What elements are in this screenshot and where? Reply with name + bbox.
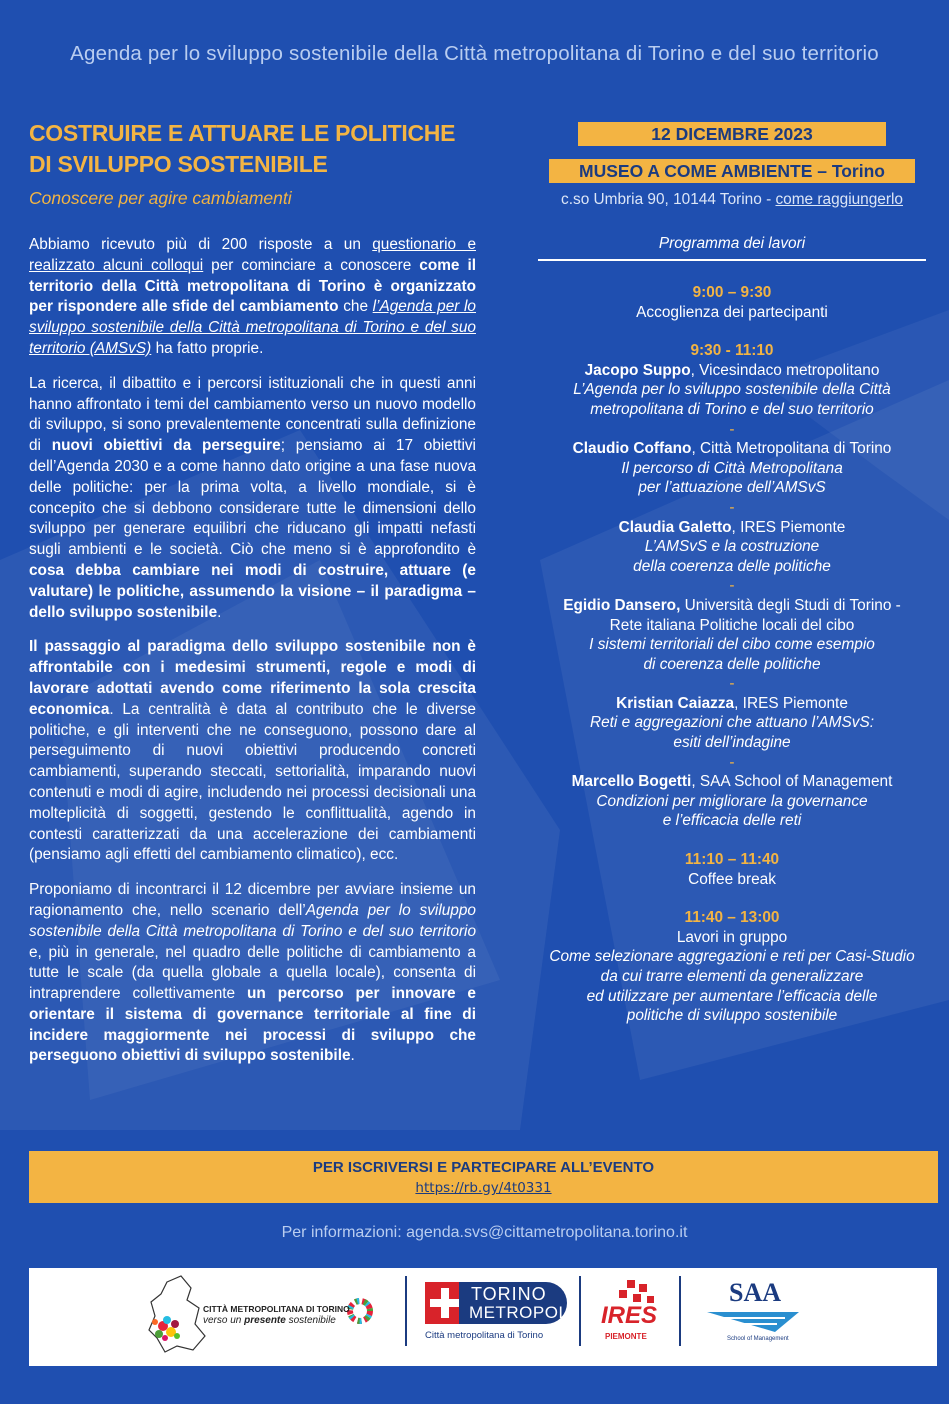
saa-logo	[705, 1278, 805, 1352]
talk-title: di coerenza delle politiche	[643, 655, 821, 673]
registration-title: PER ISCRIVERSI E PARTECIPARE ALL’EVENTO	[312, 1159, 655, 1176]
slot-description: ed utilizzare per aumentare l’efficacia delle	[586, 987, 878, 1005]
sdg-wheel-icon	[347, 1298, 373, 1324]
text: Abbiamo ricevuto più di 200 risposte a un	[29, 236, 373, 253]
talk-title: e l’efficacia delle reti	[662, 812, 802, 830]
slot-text: Lavori in gruppo	[676, 928, 788, 946]
slot-time: 9:30 - 11:10	[690, 342, 774, 360]
italic-text: Agenda per lo sviluppo sostenibile della Città metropolitana di Torino e del suo territorio	[29, 901, 476, 940]
talk-title: metropolitana di Torino e del suo territorio	[590, 400, 874, 418]
talk-title: L’Agenda per lo sviluppo sostenibile della Città	[573, 381, 891, 399]
text: verso un	[203, 1315, 245, 1326]
ires-piemonte-logo	[599, 1280, 659, 1348]
torino-metropoli-logo	[425, 1282, 574, 1350]
speaker	[538, 596, 926, 616]
paradigm-paragraph	[29, 637, 476, 866]
separator-dash: -	[729, 675, 735, 693]
bold-text: Il passaggio al paradigma dello sviluppo sostenibile non è affrontabile con i medesimi strumenti, regole e modi di lavorare adottati avendo come riferimento la sola crescita economica	[29, 638, 476, 718]
speaker-name: Kristian Caiazza	[616, 694, 735, 712]
speaker	[538, 694, 926, 714]
speaker-role: , IRES Piemonte	[734, 694, 848, 712]
subtitle: Conoscere per agire cambiamenti	[29, 188, 292, 208]
bold-text: come il territorio della Città metropolitana di Torino è organizzato per rispondere alle sfide del cambiamento	[29, 256, 477, 316]
slot-description: politiche di sviluppo sostenibile	[626, 1007, 838, 1025]
speaker-role: Università degli Studi di Torino -	[680, 596, 901, 614]
contact-info: Per informazioni: agenda.svs@cittametropolitana.torino.it	[281, 1224, 688, 1241]
program-divider	[538, 259, 926, 261]
talk-title: Condizioni per migliorare la governance	[596, 792, 868, 810]
text: ; pensiamo ai 17 obiettivi dell’Agenda 2030 e a come hanno dato origine a una fase nuova delle politiche: per la prima volta, a livello mondiale, si è concepito che si debbono considerare tutte le dimensioni dello sviluppo per generare equilibri che riducano gli impatti nefasti sugli ambienti e le società. Ciò che meno si è approfondito è	[29, 437, 476, 559]
main-title-line: COSTRUIRE E ATTUARE LE POLITICHE	[29, 120, 456, 146]
logo-separator	[679, 1276, 681, 1346]
event-venue: MUSEO A COME AMBIENTE – Torino	[549, 159, 915, 183]
bold-text: presente	[244, 1315, 286, 1326]
registration-banner	[29, 1151, 938, 1203]
text: Proponiamo di incontrarci il 12 dicembre per avviare insieme un ragionamento che, nello scenario dell’	[29, 881, 476, 919]
talk-title: per l’attuazione dell’AMSvS	[638, 479, 826, 497]
page-header-title: Agenda per lo sviluppo sostenibile della Città metropolitana di Torino e del suo territorio	[70, 42, 879, 65]
talk-title: L’AMSvS e la costruzione	[644, 538, 820, 556]
schedule	[538, 283, 926, 1026]
speaker-name: Jacopo Suppo	[584, 361, 691, 379]
speaker-name: Egidio Dansero,	[563, 596, 681, 614]
text: che	[338, 298, 373, 316]
speaker	[538, 439, 926, 459]
talk-title: della coerenza delle politiche	[633, 557, 831, 575]
ires-text: IRES	[601, 1302, 658, 1329]
slot-text: Coffee break	[688, 870, 776, 888]
event-date: 12 DICEMBRE 2023	[578, 122, 886, 146]
metropoli-text: METROPOLI	[469, 1303, 574, 1322]
slot-time: 9:00 – 9:30	[692, 284, 772, 301]
bold-text: nuovi obiettivi da perseguire	[51, 437, 281, 455]
cm-logo-line2	[203, 1315, 336, 1326]
address-text: c.so Umbria 90, 10144 Torino -	[561, 191, 776, 208]
saa-subtitle: School of Management	[727, 1336, 789, 1342]
registration-link[interactable]: https://rb.gy/4t0331	[415, 1180, 552, 1196]
logo-bar	[29, 1268, 937, 1366]
separator-dash: -	[729, 420, 735, 438]
text: . La centralità è data al contributo che le diverse politiche, e gli interventi che ne conseguono, possono dare al perseguimento di nuovi obiettivi producendo concreti cambiamenti, superando steccati, settorialità, imparando nuovi contenuti e modi di agire, includendo nei processi decisionali una molteplicità di soggetti, gestendo le conflittualità, agendo in contesti caratterizzati da una accelerazione dei cambiamenti (pensiamo agli effetti del cambiamento climatico), ecc.	[29, 700, 476, 864]
speaker-role: , Vicesindaco metropolitano	[690, 361, 880, 379]
cm-logo-line1: CITTÀ METROPOLITANA DI TORINO	[203, 1304, 350, 1314]
speaker	[538, 772, 926, 792]
slot-time: 11:10 – 11:40	[684, 851, 780, 869]
speaker	[538, 361, 926, 381]
talk-title: Il percorso di Città Metropolitana	[621, 459, 843, 477]
left-column	[29, 118, 476, 1067]
speaker-name: Claudio Coffano	[572, 440, 692, 458]
bold-text: cosa debba cambiare nei modi di costruire, attuare (e valutare) le politiche, assumendo la visione – il paradigma – dello sviluppo sostenibile	[29, 561, 476, 621]
talk-title: I sistemi territoriali del cibo come esempio	[589, 636, 875, 654]
saa-text: SAA	[729, 1278, 782, 1307]
bold-text: un percorso per innovare e orientare il sistema di governance territoriale al fine di incidere maggiormente nei processi di sviluppo che perseguono obiettivi di sviluppo sostenibile	[29, 985, 476, 1065]
speaker-role: , SAA School of Management	[691, 773, 893, 791]
piemonte-map-icon	[147, 1274, 209, 1354]
torino-subtitle: Città metropolitana di Torino	[425, 1330, 544, 1341]
proposal-paragraph	[29, 880, 476, 1067]
speaker-role: , Città Metropolitana di Torino	[691, 440, 892, 458]
text: La ricerca, il dibattito e i percorsi istituzionali che in questi anni hanno affrontato i temi del cambiamento verso un nuovo modello di sviluppo, si sono prevalentemente concentrati sulla definizione di	[29, 374, 476, 455]
text: ha fatto proprie.	[151, 339, 264, 357]
speaker-role: Rete italiana Politiche locali del cibo	[609, 616, 855, 634]
separator-dash: -	[729, 498, 735, 516]
speaker	[538, 518, 926, 538]
text: per cominciare a conoscere	[203, 256, 420, 274]
slot-description: da cui trarre elementi da generalizzare	[600, 968, 864, 985]
agenda-link[interactable]: l’Agenda per lo sviluppo sostenibile della Città metropolitana di Torino e del suo territorio (AMSvS)	[29, 298, 476, 357]
logo-separator	[405, 1276, 407, 1346]
speaker-role: , IRES Piemonte	[731, 518, 846, 536]
cm-agenda-logo	[147, 1274, 387, 1356]
logo-separator	[579, 1276, 581, 1346]
separator-dash: -	[729, 577, 735, 595]
right-column	[538, 122, 926, 1026]
directions-link[interactable]: come raggiungerlo	[775, 191, 903, 208]
event-address	[538, 191, 926, 209]
separator-dash: -	[729, 753, 735, 771]
talk-title: esiti dell’indagine	[673, 734, 791, 752]
talk-title: Reti e aggregazioni che attuano l’AMSvS:	[589, 714, 875, 732]
torino-text: TORINO	[471, 1284, 547, 1304]
text: sostenibile	[285, 1315, 336, 1326]
research-paragraph	[29, 374, 476, 624]
text: e, più in generale, nel quadro delle politiche di cambiamento a tutte le scale (da quella globale a quella locale), consenta di intraprendere collettivamente	[29, 943, 476, 1003]
slot-time: 11:40 – 13:00	[684, 909, 780, 927]
slot-text: Accoglienza dei partecipanti	[636, 303, 828, 321]
program-label: Programma dei lavori	[658, 235, 806, 252]
intro-paragraph	[29, 235, 476, 360]
slot-description: Come selezionare aggregazioni e reti per Casi-Studio	[549, 948, 915, 966]
saa-wave-icon	[705, 1306, 801, 1336]
speaker-name: Claudia Galetto	[618, 518, 732, 536]
main-title-line: DI SVILUPPO SOSTENIBILE	[29, 151, 328, 177]
ires-subtitle: PIEMONTE	[605, 1332, 647, 1341]
questionnaire-link[interactable]: questionario e realizzato alcuni colloqui	[29, 236, 476, 274]
text: .	[217, 603, 222, 621]
speaker-name: Marcello Bogetti	[571, 773, 692, 791]
text: .	[350, 1047, 355, 1065]
main-title	[29, 118, 476, 180]
